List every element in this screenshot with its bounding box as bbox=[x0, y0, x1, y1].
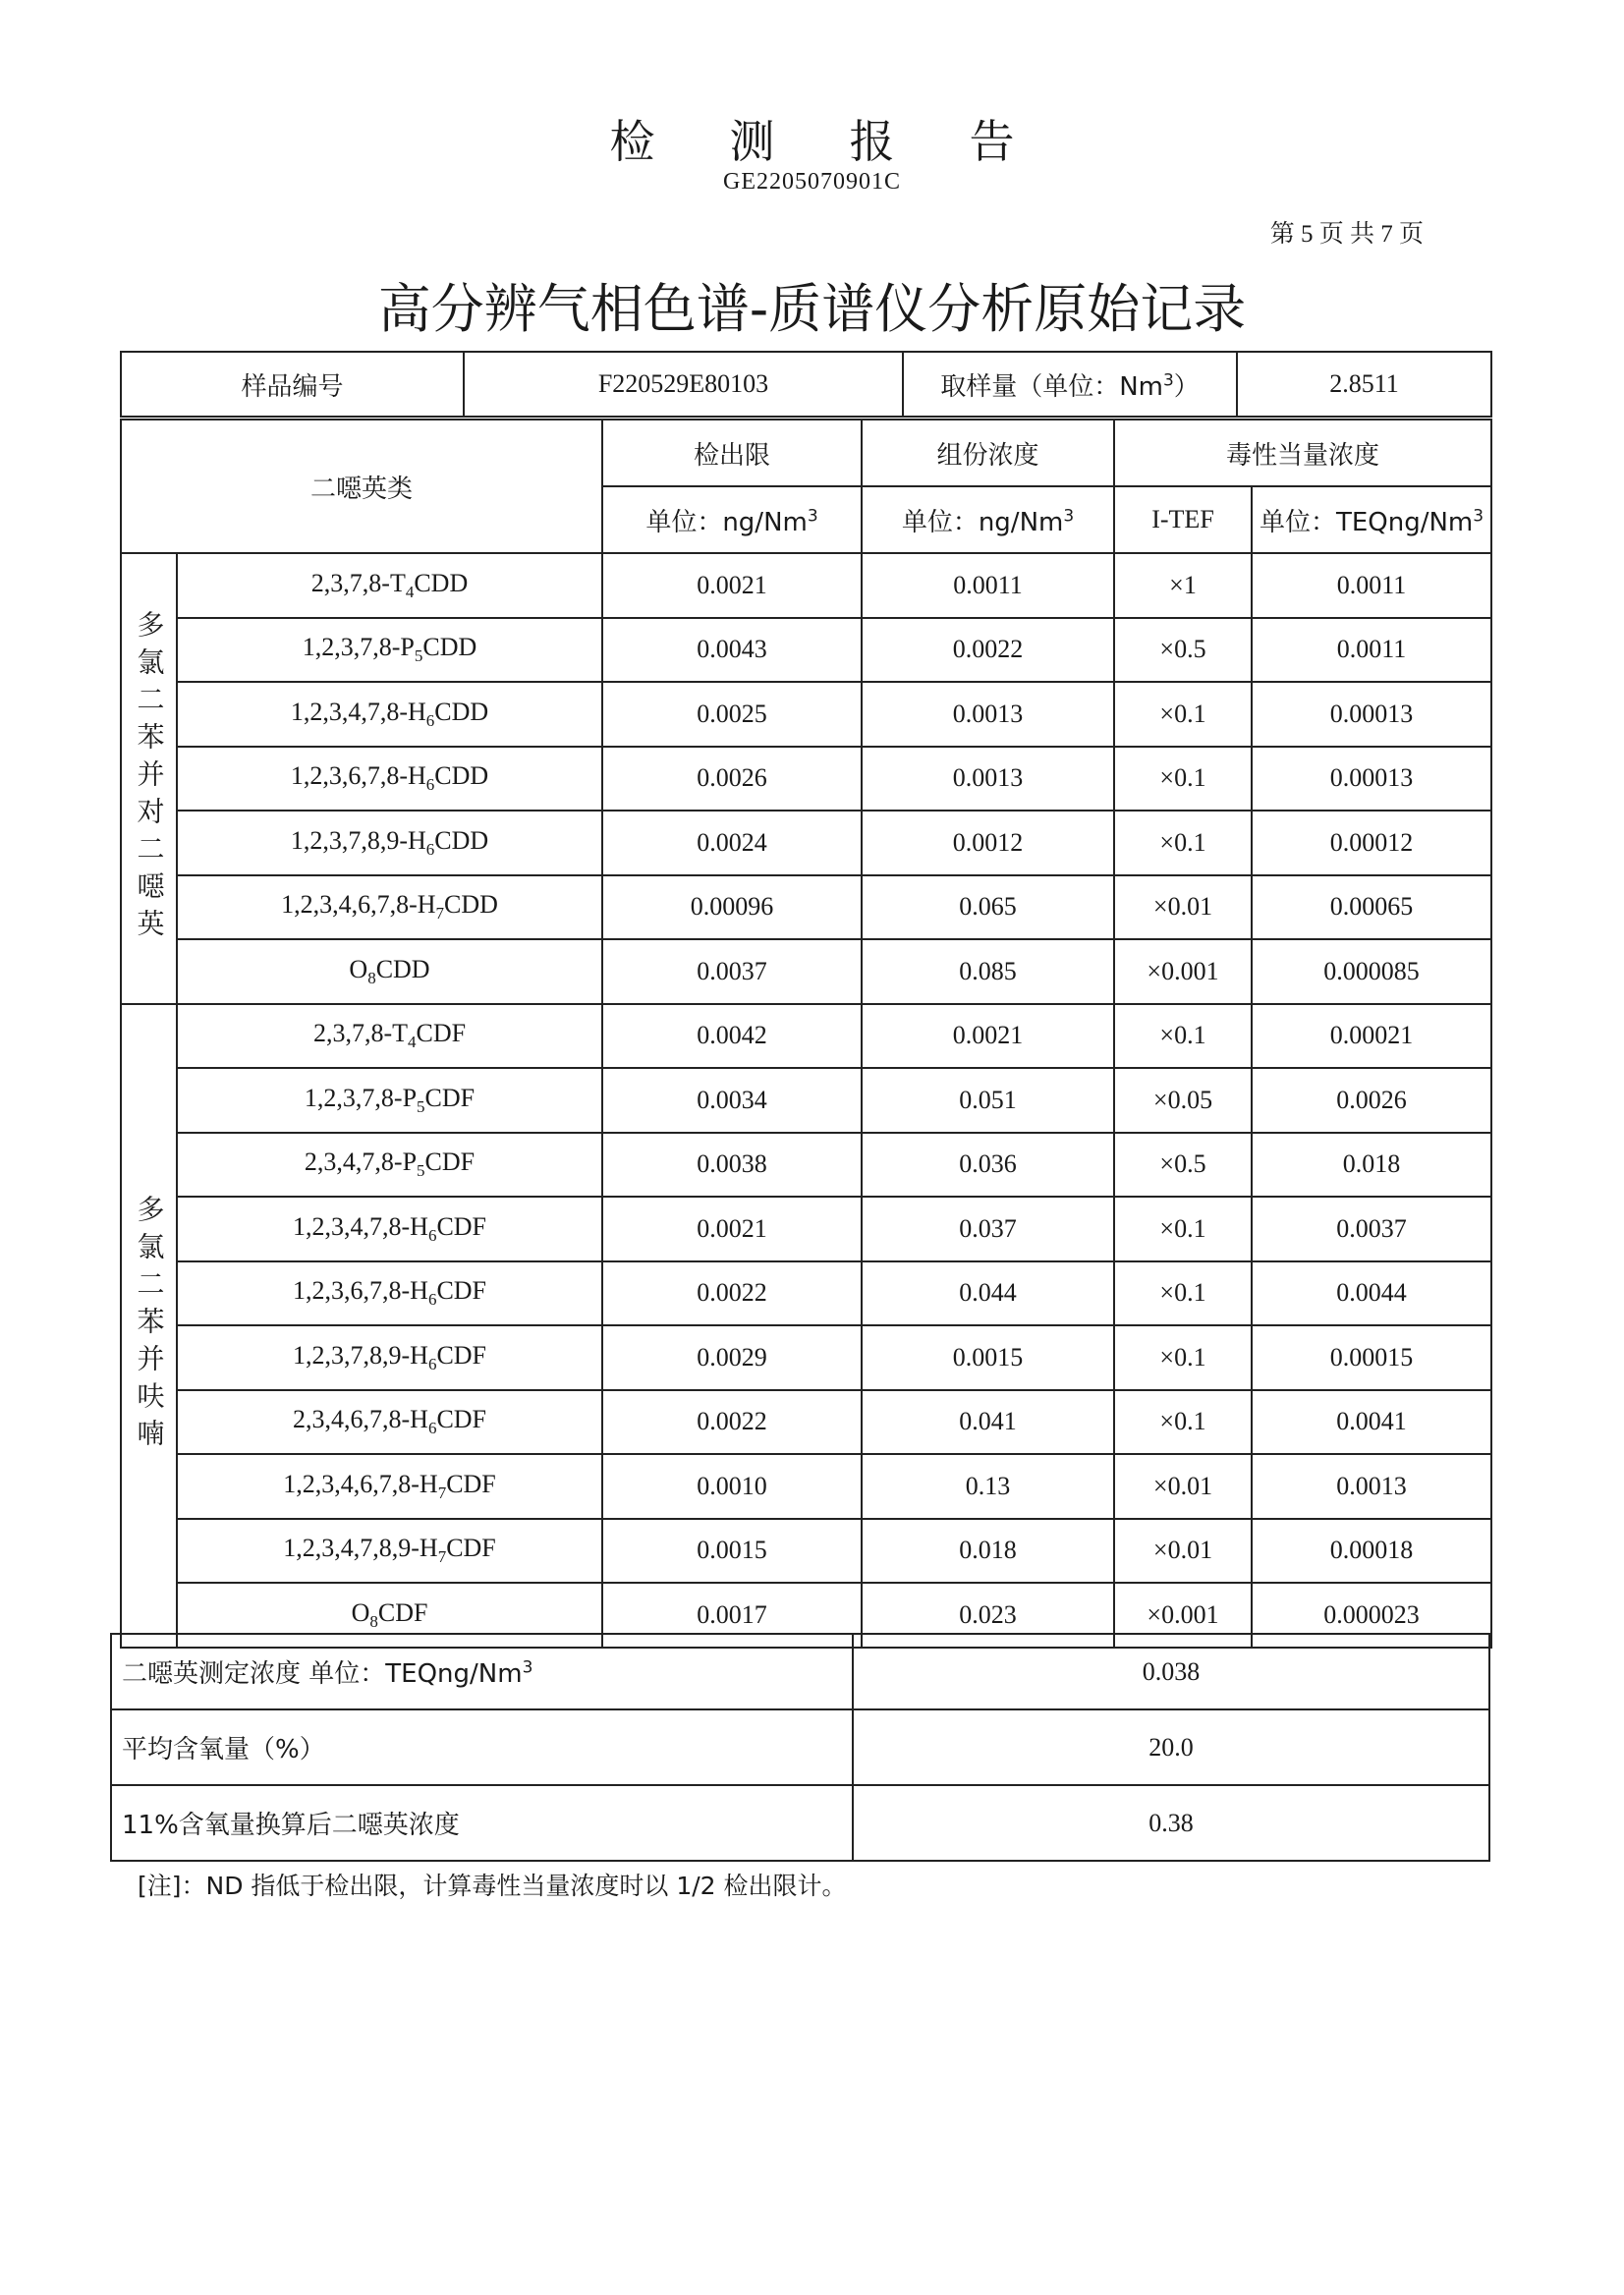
congener-name: $1,2,3,7,8,9-H_6CDD$ bbox=[177, 811, 602, 875]
congener-row bbox=[121, 618, 1491, 683]
congener-row bbox=[121, 682, 1491, 747]
congener-name: $O_8CDD$ bbox=[177, 939, 602, 1004]
report-number: GE2205070901C bbox=[723, 169, 901, 195]
congener-name: $1,2,3,6,7,8-H_6CDF$ bbox=[177, 1261, 602, 1326]
lod-value: 0.0021 bbox=[602, 553, 862, 618]
page-info: 第 5 页 共 7 页 bbox=[1269, 221, 1424, 248]
conc-value: 0.051 bbox=[862, 1068, 1114, 1133]
lod-value: 0.0017 bbox=[602, 1583, 862, 1648]
unit-lod: 单位：ng/Nm$^3$ bbox=[602, 486, 862, 553]
teq-value: 0.00013 bbox=[1252, 682, 1491, 747]
conc-value: 0.13 bbox=[862, 1454, 1114, 1519]
conc-value: 0.0015 bbox=[862, 1325, 1114, 1390]
tef-value: ×0.1 bbox=[1114, 1390, 1252, 1455]
lod-value: 0.0042 bbox=[602, 1004, 862, 1069]
teq-value: 0.018 bbox=[1252, 1133, 1491, 1198]
congener-row bbox=[121, 939, 1491, 1004]
tef-value: ×0.01 bbox=[1114, 1519, 1252, 1584]
congener-row bbox=[121, 747, 1491, 812]
lod-value: 0.0037 bbox=[602, 939, 862, 1004]
tef-value: ×1 bbox=[1114, 553, 1252, 618]
group-header: 二噁英类 bbox=[121, 420, 602, 553]
tef-value: ×0.5 bbox=[1114, 618, 1252, 683]
tef-value: ×0.1 bbox=[1114, 1197, 1252, 1261]
tef-value: ×0.1 bbox=[1114, 682, 1252, 747]
record-subtitle: 高分辨气相色谱-质谱仪分析原始记录 bbox=[377, 278, 1247, 340]
congener-name: $2,3,7,8-T_4CDD$ bbox=[177, 553, 602, 618]
tef-value: ×0.5 bbox=[1114, 1133, 1252, 1198]
summary-table bbox=[110, 1633, 1490, 1862]
congener-row bbox=[121, 1197, 1491, 1261]
congener-name: $1,2,3,4,6,7,8-H_7CDF$ bbox=[177, 1454, 602, 1519]
lod-value: 0.0034 bbox=[602, 1068, 862, 1133]
congener-name: $1,2,3,7,8-P_5CDF$ bbox=[177, 1068, 602, 1133]
teq-value: 0.0026 bbox=[1252, 1068, 1491, 1133]
congener-name: $2,3,7,8-T_4CDF$ bbox=[177, 1004, 602, 1069]
conc-value: 0.085 bbox=[862, 939, 1114, 1004]
congener-name: $1,2,3,4,6,7,8-H_7CDD$ bbox=[177, 875, 602, 940]
congener-row bbox=[121, 811, 1491, 875]
title-char: 测 bbox=[729, 115, 775, 168]
congener-name: $2,3,4,7,8-P_5CDF$ bbox=[177, 1133, 602, 1198]
teq-value: 0.000085 bbox=[1252, 939, 1491, 1004]
conc-value: 0.037 bbox=[862, 1197, 1114, 1261]
total-conc-value: 0.038 bbox=[853, 1634, 1489, 1709]
title-char: 告 bbox=[969, 115, 1015, 168]
group-label-pcdd: 多氯二苯并对二噁英 bbox=[121, 553, 177, 1004]
sample-info-table bbox=[120, 351, 1492, 418]
congener-name: $1,2,3,4,7,8,9-H_7CDF$ bbox=[177, 1519, 602, 1584]
conc-value: 0.0022 bbox=[862, 618, 1114, 683]
tef-value: ×0.05 bbox=[1114, 1068, 1252, 1133]
tef-value: ×0.001 bbox=[1114, 939, 1252, 1004]
lod-value: 0.0021 bbox=[602, 1197, 862, 1261]
congener-name: $O_8CDF$ bbox=[177, 1583, 602, 1648]
title-char: 检 bbox=[609, 115, 655, 168]
lod-value: 0.0025 bbox=[602, 682, 862, 747]
lod-value: 0.0022 bbox=[602, 1390, 862, 1455]
congener-name: $1,2,3,4,7,8-H_6CDD$ bbox=[177, 682, 602, 747]
teq-value: 0.00021 bbox=[1252, 1004, 1491, 1069]
conc-value: 0.0013 bbox=[862, 747, 1114, 812]
sample-volume-value: 2.8511 bbox=[1237, 352, 1491, 417]
conc-value: 0.0013 bbox=[862, 682, 1114, 747]
teq-value: 0.00015 bbox=[1252, 1325, 1491, 1390]
congener-name: $2,3,4,6,7,8-H_6CDF$ bbox=[177, 1390, 602, 1455]
dioxin-results-table bbox=[120, 419, 1492, 1649]
conc-value: 0.0021 bbox=[862, 1004, 1114, 1069]
title-char: 报 bbox=[849, 115, 895, 168]
conc-value: 0.044 bbox=[862, 1261, 1114, 1326]
total-conc-label: 二噁英测定浓度 单位：TEQng/Nm$^3$ bbox=[111, 1634, 853, 1709]
teq-value: 0.00012 bbox=[1252, 811, 1491, 875]
sample-id-value: F220529E80103 bbox=[464, 352, 903, 417]
teq-value: 0.0044 bbox=[1252, 1261, 1491, 1326]
congener-row bbox=[121, 875, 1491, 940]
lod-value: 0.0026 bbox=[602, 747, 862, 812]
footnote: [注]：ND 指低于检出限，计算毒性当量浓度时以 1/2 检出限计。 bbox=[138, 1872, 847, 1900]
unit-conc: 单位：ng/Nm$^3$ bbox=[862, 486, 1114, 553]
congener-row bbox=[121, 1261, 1491, 1326]
tef-value: ×0.001 bbox=[1114, 1583, 1252, 1648]
tef-value: ×0.1 bbox=[1114, 747, 1252, 812]
sample-volume-label: 取样量（单位：Nm$^3$） bbox=[903, 352, 1237, 417]
congener-name: $1,2,3,7,8-P_5CDD$ bbox=[177, 618, 602, 683]
congener-row bbox=[121, 1390, 1491, 1455]
tef-value: ×0.1 bbox=[1114, 1004, 1252, 1069]
conc-value: 0.065 bbox=[862, 875, 1114, 940]
congener-row bbox=[121, 1068, 1491, 1133]
tef-value: ×0.1 bbox=[1114, 811, 1252, 875]
lod-value: 0.0022 bbox=[602, 1261, 862, 1326]
conc-value: 0.036 bbox=[862, 1133, 1114, 1198]
conc-value: 0.0012 bbox=[862, 811, 1114, 875]
converted-conc-label: 11%含氧量换算后二噁英浓度 bbox=[111, 1785, 853, 1861]
teq-value: 0.0011 bbox=[1252, 553, 1491, 618]
col-header-teq: 毒性当量浓度 bbox=[1114, 420, 1491, 486]
group-label-pcdf: 多氯二苯并呋喃 bbox=[121, 1004, 177, 1648]
lod-value: 0.0010 bbox=[602, 1454, 862, 1519]
col-header-lod: 检出限 bbox=[602, 420, 862, 486]
tef-value: ×0.01 bbox=[1114, 1454, 1252, 1519]
teq-value: 0.0041 bbox=[1252, 1390, 1491, 1455]
congener-row bbox=[121, 1004, 1491, 1069]
congener-name: $1,2,3,6,7,8-H_6CDD$ bbox=[177, 747, 602, 812]
col-header-conc: 组份浓度 bbox=[862, 420, 1114, 486]
conc-value: 0.023 bbox=[862, 1583, 1114, 1648]
lod-value: 0.0043 bbox=[602, 618, 862, 683]
unit-itef: I-TEF bbox=[1114, 486, 1252, 553]
lod-value: 0.0029 bbox=[602, 1325, 862, 1390]
report-title bbox=[0, 106, 1624, 171]
congener-row bbox=[121, 553, 1491, 618]
tef-value: ×0.1 bbox=[1114, 1325, 1252, 1390]
teq-value: 0.00018 bbox=[1252, 1519, 1491, 1584]
oxygen-value: 20.0 bbox=[853, 1709, 1489, 1785]
tef-value: ×0.01 bbox=[1114, 875, 1252, 940]
congener-row bbox=[121, 1519, 1491, 1584]
lod-value: 0.0015 bbox=[602, 1519, 862, 1584]
conc-value: 0.018 bbox=[862, 1519, 1114, 1584]
lod-value: 0.0038 bbox=[602, 1133, 862, 1198]
converted-conc-value: 0.38 bbox=[853, 1785, 1489, 1861]
teq-value: 0.000023 bbox=[1252, 1583, 1491, 1648]
teq-value: 0.00013 bbox=[1252, 747, 1491, 812]
teq-value: 0.0013 bbox=[1252, 1454, 1491, 1519]
conc-value: 0.0011 bbox=[862, 553, 1114, 618]
congener-name: $1,2,3,7,8,9-H_6CDF$ bbox=[177, 1325, 602, 1390]
oxygen-label: 平均含氧量（%） bbox=[111, 1709, 853, 1785]
conc-value: 0.041 bbox=[862, 1390, 1114, 1455]
lod-value: 0.0024 bbox=[602, 811, 862, 875]
unit-teq: 单位：TEQng/Nm$^3$ bbox=[1252, 486, 1491, 553]
congener-row bbox=[121, 1325, 1491, 1390]
lod-value: 0.00096 bbox=[602, 875, 862, 940]
sample-id-label: 样品编号 bbox=[121, 352, 464, 417]
teq-value: 0.00065 bbox=[1252, 875, 1491, 940]
teq-value: 0.0037 bbox=[1252, 1197, 1491, 1261]
congener-row bbox=[121, 1133, 1491, 1198]
teq-value: 0.0011 bbox=[1252, 618, 1491, 683]
congener-row bbox=[121, 1454, 1491, 1519]
congener-name: $1,2,3,4,7,8-H_6CDF$ bbox=[177, 1197, 602, 1261]
tef-value: ×0.1 bbox=[1114, 1261, 1252, 1326]
